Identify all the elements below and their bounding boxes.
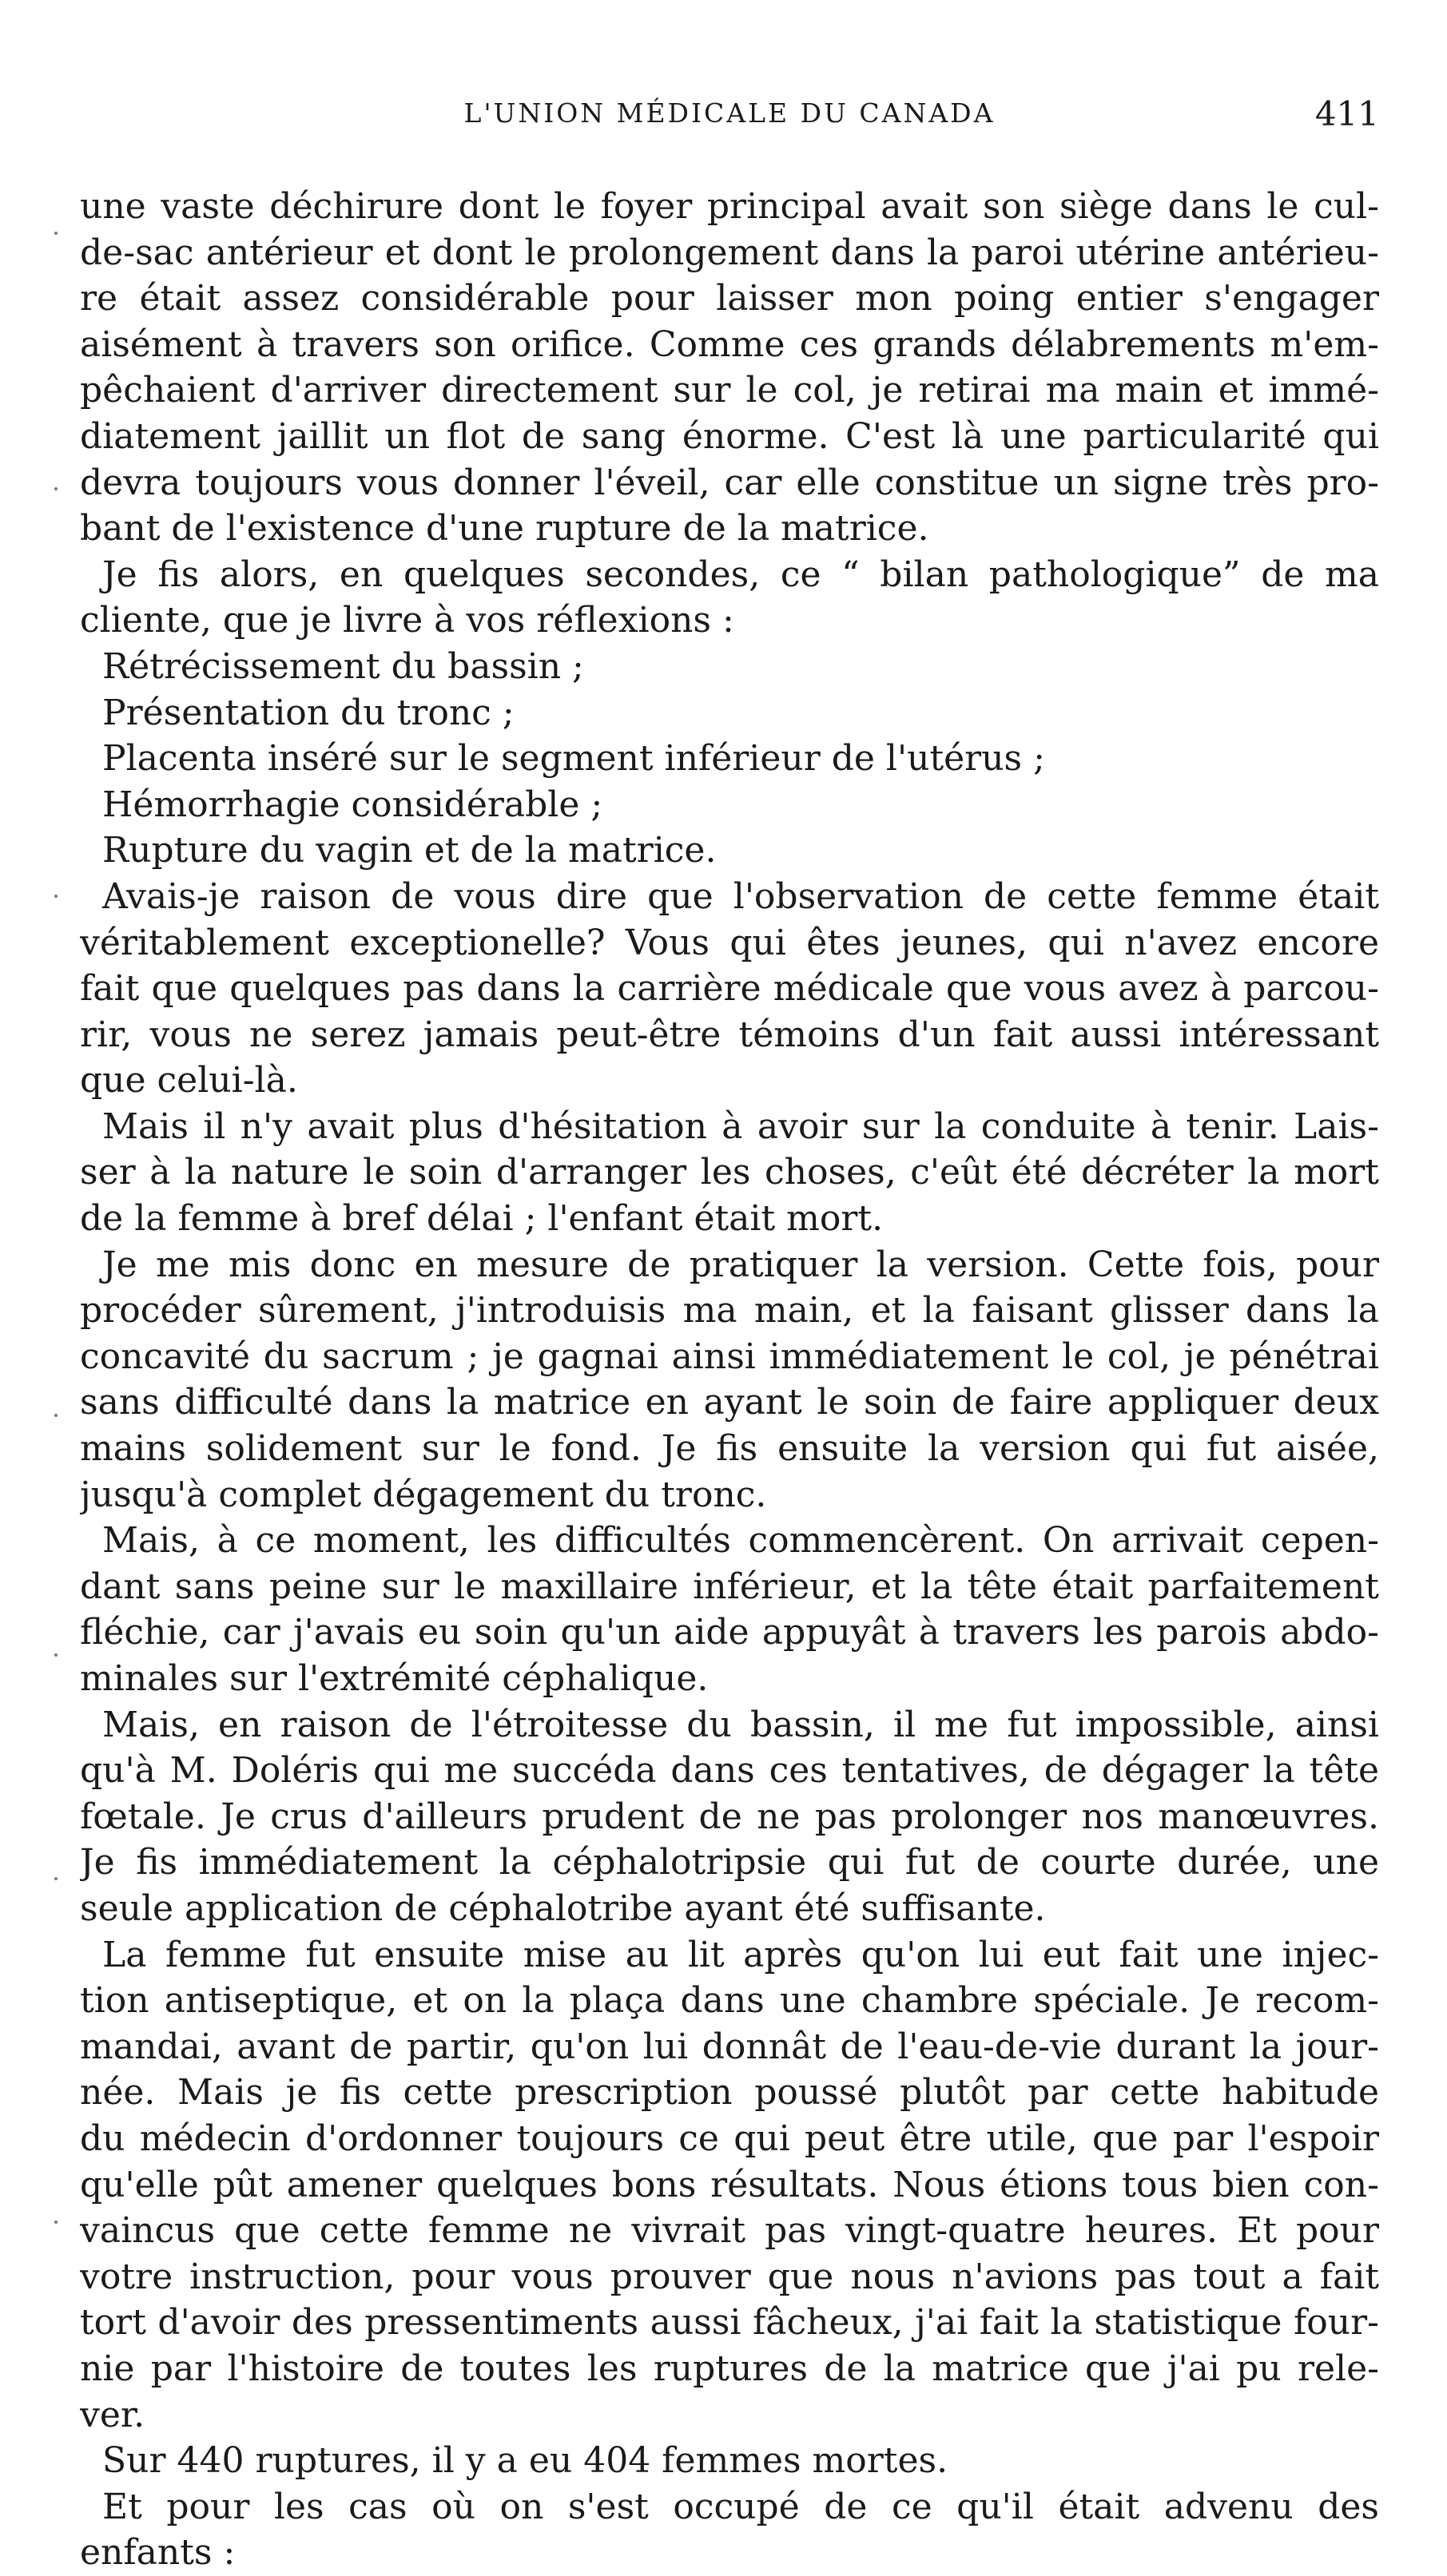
margin-speck bbox=[54, 895, 58, 898]
margin-speck bbox=[54, 487, 58, 490]
text-line: que celui-là. bbox=[80, 1060, 298, 1101]
margin-speck bbox=[54, 232, 58, 235]
text-line: cliente, que je livre à vos réflexions : bbox=[80, 600, 734, 641]
text-line: votre instruction, pour vous prouver que nous n'avions pas tout a fait bbox=[80, 2256, 1379, 2297]
text-line: de la femme à bref délai ; l'enfant était mort. bbox=[80, 1198, 884, 1240]
margin-speck bbox=[54, 1877, 58, 1880]
list-item: Rétrécissement du bassin ; bbox=[102, 645, 584, 687]
page-header bbox=[80, 94, 1379, 145]
text-line: tion antiseptique, et on la plaça dans une chambre spéciale. Je recom- bbox=[80, 1980, 1379, 2022]
text-line: seule application de céphalotribe ayant été suffisante. bbox=[80, 1887, 1046, 1929]
text-line: re était assez considérable pour laisser mon poing entier s'engager bbox=[80, 278, 1379, 320]
text-line: ser à la nature le soin d'arranger les choses, c'eût été décréter la mort bbox=[80, 1152, 1379, 1193]
text-line: qu'elle pût amener quelques bons résultats. Nous étions tous bien con- bbox=[80, 2164, 1379, 2205]
running-title: L'UNION MÉDICALE DU CANADA bbox=[463, 97, 996, 129]
margin-specks bbox=[50, 184, 66, 2380]
text-line: pêchaient d'arriver directement sur le col, je retirai ma main et immé- bbox=[80, 370, 1379, 411]
text-line: Mais, à ce moment, les difficultés commencèrent. On arrivait cepen- bbox=[102, 1520, 1379, 1562]
text-line: diatement jaillit un flot de sang énorme. C'est là une particularité qui bbox=[80, 415, 1379, 457]
text-line: Je fis alors, en quelques secondes, ce “ bilan pathologique” de ma bbox=[102, 554, 1379, 595]
text-line: enfants : bbox=[80, 2532, 236, 2574]
text-line: véritablement exceptionelle? Vous qui êtes jeunes, qui n'avez encore bbox=[80, 922, 1379, 963]
article-body bbox=[80, 184, 1379, 2576]
text-line: nie par l'histoire de toutes les ruptures de la matrice que j'ai pu rele- bbox=[80, 2348, 1379, 2389]
text-line: née. Mais je fis cette prescription poussé plutôt par cette habitude bbox=[80, 2072, 1379, 2114]
text-line: de-sac antérieur et dont le prolongement dans la paroi utérine antérieu- bbox=[80, 232, 1379, 273]
text-line: devra toujours vous donner l'éveil, car elle constitue un signe très pro- bbox=[80, 462, 1379, 503]
text-line: minales sur l'extrémité céphalique. bbox=[80, 1658, 709, 1699]
text-line: La femme fut ensuite mise au lit après qu'on lui eut fait une injec- bbox=[102, 1934, 1379, 1975]
list-item: Rupture du vagin et de la matrice. bbox=[102, 830, 717, 871]
text-line: qu'à M. Doléris qui me succéda dans ces tentatives, de dégager la tête bbox=[80, 1750, 1379, 1792]
text-line: Je fis immédiatement la céphalotripsie qui fut de courte durée, une bbox=[80, 1842, 1379, 1883]
text-line: tort d'avoir des pressentiments aussi fâcheux, j'ai fait la statistique four- bbox=[80, 2302, 1379, 2344]
list-item: Présentation du tronc ; bbox=[102, 692, 515, 733]
text-line: bant de l'existence d'une rupture de la matrice. bbox=[80, 508, 929, 550]
margin-speck bbox=[54, 2221, 58, 2224]
text-line: vaincus que cette femme ne vivrait pas vingt-quatre heures. Et pour bbox=[80, 2210, 1379, 2252]
text-line: rir, vous ne serez jamais peut-être témoins d'un fait aussi intéressant bbox=[80, 1014, 1379, 1055]
text-line: sans difficulté dans la matrice en ayant le soin de faire appliquer deux bbox=[80, 1382, 1379, 1423]
text-line: jusqu'à complet dégagement du tronc. bbox=[80, 1474, 767, 1515]
text-line: mains solidement sur le fond. Je fis ensuite la version qui fut aisée, bbox=[80, 1428, 1379, 1470]
list-item: Hémorrhagie considérable ; bbox=[102, 784, 603, 825]
text-line: ver. bbox=[80, 2394, 145, 2435]
text-line: fait que quelques pas dans la carrière médicale que vous avez à parcou- bbox=[80, 968, 1379, 1010]
text-line: Sur 440 ruptures, il y a eu 404 femmes mortes. bbox=[102, 2440, 948, 2482]
text-line: Je me mis donc en mesure de pratiquer la version. Cette fois, pour bbox=[102, 1244, 1379, 1285]
text-line: aisément à travers son orifice. Comme ces grands délabrements m'em- bbox=[80, 323, 1379, 365]
text-line: Mais il n'y avait plus d'hésitation à avoir sur la conduite à tenir. Lais- bbox=[102, 1105, 1379, 1147]
text-line: Mais, en raison de l'étroitesse du bassin, il me fut impossible, ainsi bbox=[102, 1704, 1379, 1745]
text-line: dant sans peine sur le maxillaire inférieur, et la tête était parfaitement bbox=[80, 1566, 1379, 1607]
text-line: procéder sûrement, j'introduisis ma main, et la faisant glisser dans la bbox=[80, 1290, 1379, 1332]
text-line: Et pour les cas où on s'est occupé de ce qu'il était advenu des bbox=[102, 2486, 1379, 2527]
text-line: fœtale. Je crus d'ailleurs prudent de ne pas prolonger nos manœuvres. bbox=[80, 1796, 1379, 1837]
text-line: mandai, avant de partir, qu'on lui donnât de l'eau-de-vie durant la jour- bbox=[80, 2026, 1379, 2067]
page-number: 411 bbox=[1314, 94, 1379, 133]
text-line: une vaste déchirure dont le foyer principal avait son siège dans le cul- bbox=[80, 186, 1379, 227]
text-line: Avais-je raison de vous dire que l'observation de cette femme était bbox=[102, 875, 1379, 917]
text-line: fléchie, car j'avais eu soin qu'un aide appuyât à travers les parois abdo- bbox=[80, 1612, 1379, 1653]
list-item: Placenta inséré sur le segment inférieur de l'utérus ; bbox=[102, 738, 1045, 780]
margin-speck bbox=[54, 1653, 58, 1657]
text-line: du médecin d'ordonner toujours ce qui peut être utile, que par l'espoir bbox=[80, 2118, 1379, 2159]
margin-speck bbox=[54, 1414, 58, 1417]
text-line: concavité du sacrum ; je gagnai ainsi immédiatement le col, je pénétrai bbox=[80, 1336, 1379, 1377]
